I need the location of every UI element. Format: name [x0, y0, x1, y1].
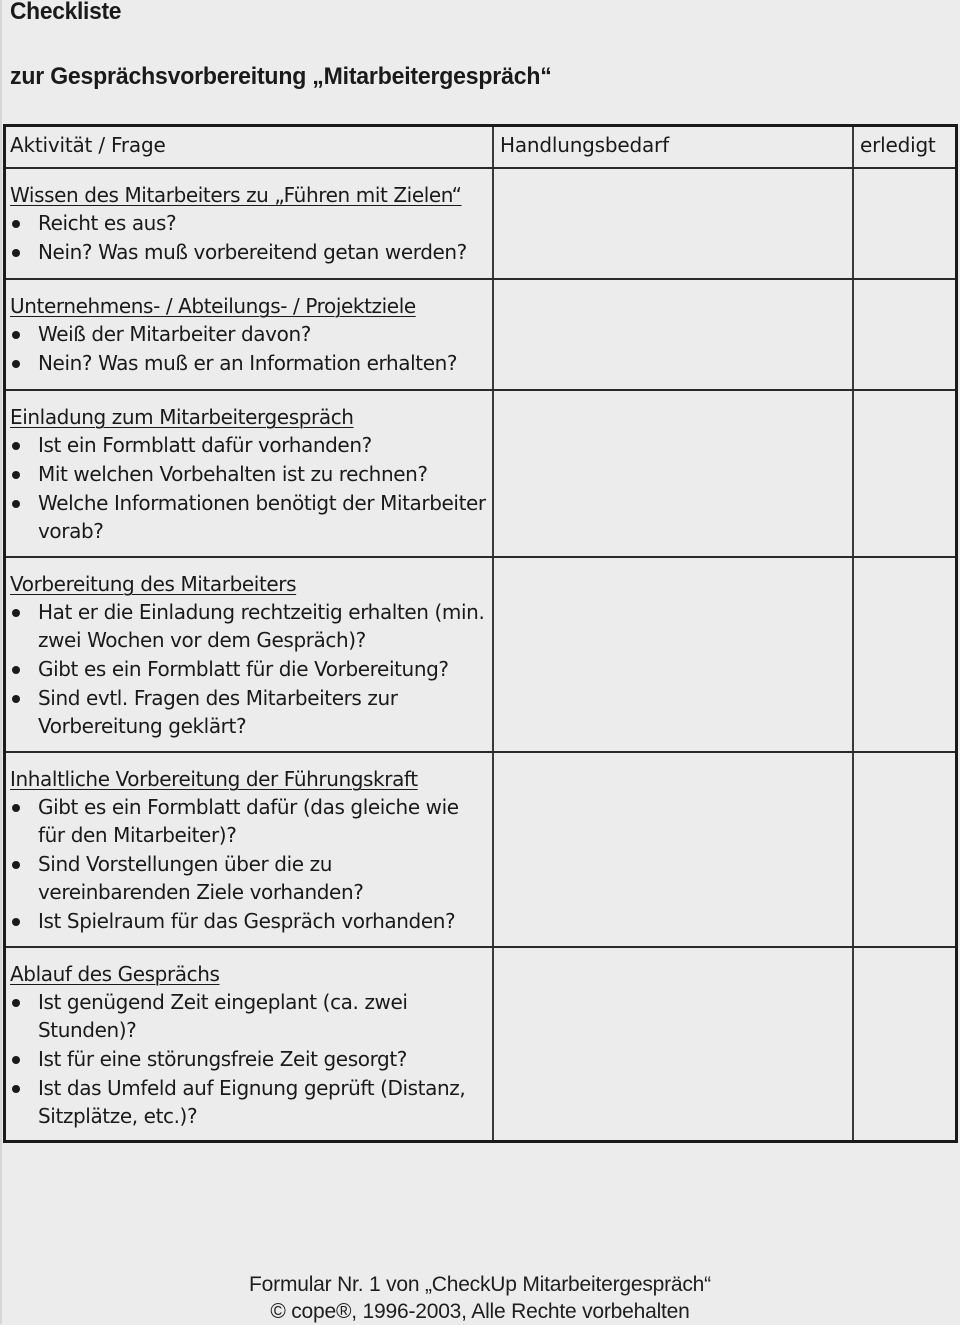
section-title: Inhaltliche Vorbereitung der Führungskraft — [10, 767, 418, 791]
bullet-icon — [12, 804, 20, 812]
done-cell[interactable] — [854, 391, 955, 556]
list-item — [10, 320, 488, 348]
question-text: Gibt es ein Formblatt dafür (das gleiche wie für den Mitarbeiter)? — [38, 795, 459, 847]
list-item — [10, 655, 488, 683]
table-row — [6, 753, 955, 948]
bullet-icon — [12, 220, 20, 228]
bullet-icon — [12, 249, 20, 257]
action-cell[interactable] — [494, 169, 854, 278]
footer-form-number: Formular Nr. 1 von „CheckUp Mitarbeitergespräch“ — [249, 1273, 711, 1296]
action-cell[interactable] — [494, 280, 854, 389]
question-text: Ist ein Formblatt dafür vorhanden? — [38, 433, 372, 457]
question-text: Ist das Umfeld auf Eignung geprüft (Distanz, Sitzplätze, etc.)? — [38, 1076, 466, 1128]
list-item — [10, 988, 488, 1044]
bullet-icon — [12, 360, 20, 368]
list-item — [10, 460, 488, 488]
question-list — [10, 793, 488, 935]
bullet-icon — [12, 609, 20, 617]
list-item — [10, 907, 488, 935]
bullet-icon — [12, 861, 20, 869]
section-title: Einladung zum Mitarbeitergespräch — [10, 405, 354, 429]
bullet-icon — [12, 471, 20, 479]
action-cell[interactable] — [494, 948, 854, 1140]
question-text: Sind evtl. Fragen des Mitarbeiters zur Vorbereitung geklärt? — [38, 686, 398, 738]
question-list — [10, 598, 488, 740]
header-done: erledigt — [860, 133, 936, 157]
done-cell[interactable] — [854, 280, 955, 389]
question-text: Sind Vorstellungen über die zu vereinbarenden Ziele vorhanden? — [38, 852, 364, 904]
header-done-cell — [854, 127, 955, 167]
list-item — [10, 238, 488, 266]
header-action-cell — [494, 127, 854, 167]
bullet-icon — [12, 999, 20, 1007]
bullet-icon — [12, 1056, 20, 1064]
activity-cell — [6, 169, 494, 278]
question-text: Hat er die Einladung rechtzeitig erhalten (min. zwei Wochen vor dem Gespräch)? — [38, 600, 485, 652]
activity-cell — [6, 280, 494, 389]
footer-copyright: © cope®, 1996-2003, Alle Rechte vorbehalten — [270, 1300, 690, 1323]
list-item — [10, 1074, 488, 1130]
bullet-icon — [12, 442, 20, 450]
document-subtitle: zur Gesprächsvorbereitung „Mitarbeitergespräch“ — [10, 63, 552, 90]
document-title: Checkliste — [10, 0, 122, 25]
bullet-icon — [12, 500, 20, 508]
question-list — [10, 320, 488, 377]
action-cell[interactable] — [494, 391, 854, 556]
question-text: Mit welchen Vorbehalten ist zu rechnen? — [38, 462, 428, 486]
activity-cell — [6, 753, 494, 946]
header-activity-cell — [6, 127, 494, 167]
question-list — [10, 209, 488, 266]
bullet-icon — [12, 695, 20, 703]
question-text: Ist für eine störungsfreie Zeit gesorgt? — [38, 1047, 407, 1071]
table-row — [6, 391, 955, 558]
list-item — [10, 209, 488, 237]
bullet-icon — [12, 666, 20, 674]
table-row — [6, 558, 955, 753]
activity-cell — [6, 948, 494, 1140]
list-item — [10, 598, 488, 654]
table-row — [6, 280, 955, 391]
question-text: Welche Informationen benötigt der Mitarbeiter vorab? — [38, 491, 486, 543]
page-edge — [0, 0, 2, 1324]
question-text: Weiß der Mitarbeiter davon? — [38, 322, 311, 346]
section-title: Vorbereitung des Mitarbeiters — [10, 572, 297, 596]
activity-cell — [6, 558, 494, 751]
section-title: Ablauf des Gesprächs — [10, 962, 220, 986]
header-activity: Aktivität / Frage — [10, 133, 166, 157]
question-list — [10, 988, 488, 1130]
list-item — [10, 431, 488, 459]
bullet-icon — [12, 331, 20, 339]
question-list — [10, 431, 488, 545]
done-cell[interactable] — [854, 558, 955, 751]
checklist-table — [3, 124, 958, 1143]
list-item — [10, 489, 488, 545]
question-text: Reicht es aus? — [38, 211, 177, 235]
question-text: Gibt es ein Formblatt für die Vorbereitung? — [38, 657, 449, 681]
question-text: Ist genügend Zeit eingeplant (ca. zwei Stunden)? — [38, 990, 408, 1042]
done-cell[interactable] — [854, 169, 955, 278]
table-row — [6, 169, 955, 280]
section-title: Wissen des Mitarbeiters zu „Führen mit Zielen“ — [10, 183, 462, 207]
question-text: Ist Spielraum für das Gespräch vorhanden? — [38, 909, 456, 933]
action-cell[interactable] — [494, 558, 854, 751]
list-item — [10, 1045, 488, 1073]
list-item — [10, 850, 488, 906]
table-header-row — [6, 127, 955, 169]
bullet-icon — [12, 1085, 20, 1093]
list-item — [10, 684, 488, 740]
list-item — [10, 349, 488, 377]
question-text: Nein? Was muß er an Information erhalten? — [38, 351, 458, 375]
action-cell[interactable] — [494, 753, 854, 946]
done-cell[interactable] — [854, 948, 955, 1140]
list-item — [10, 793, 488, 849]
question-text: Nein? Was muß vorbereitend getan werden? — [38, 240, 467, 264]
table-row — [6, 948, 955, 1140]
done-cell[interactable] — [854, 753, 955, 946]
activity-cell — [6, 391, 494, 556]
section-title: Unternehmens- / Abteilungs- / Projektziele — [10, 294, 416, 318]
header-action: Handlungsbedarf — [500, 133, 669, 157]
bullet-icon — [12, 918, 20, 926]
